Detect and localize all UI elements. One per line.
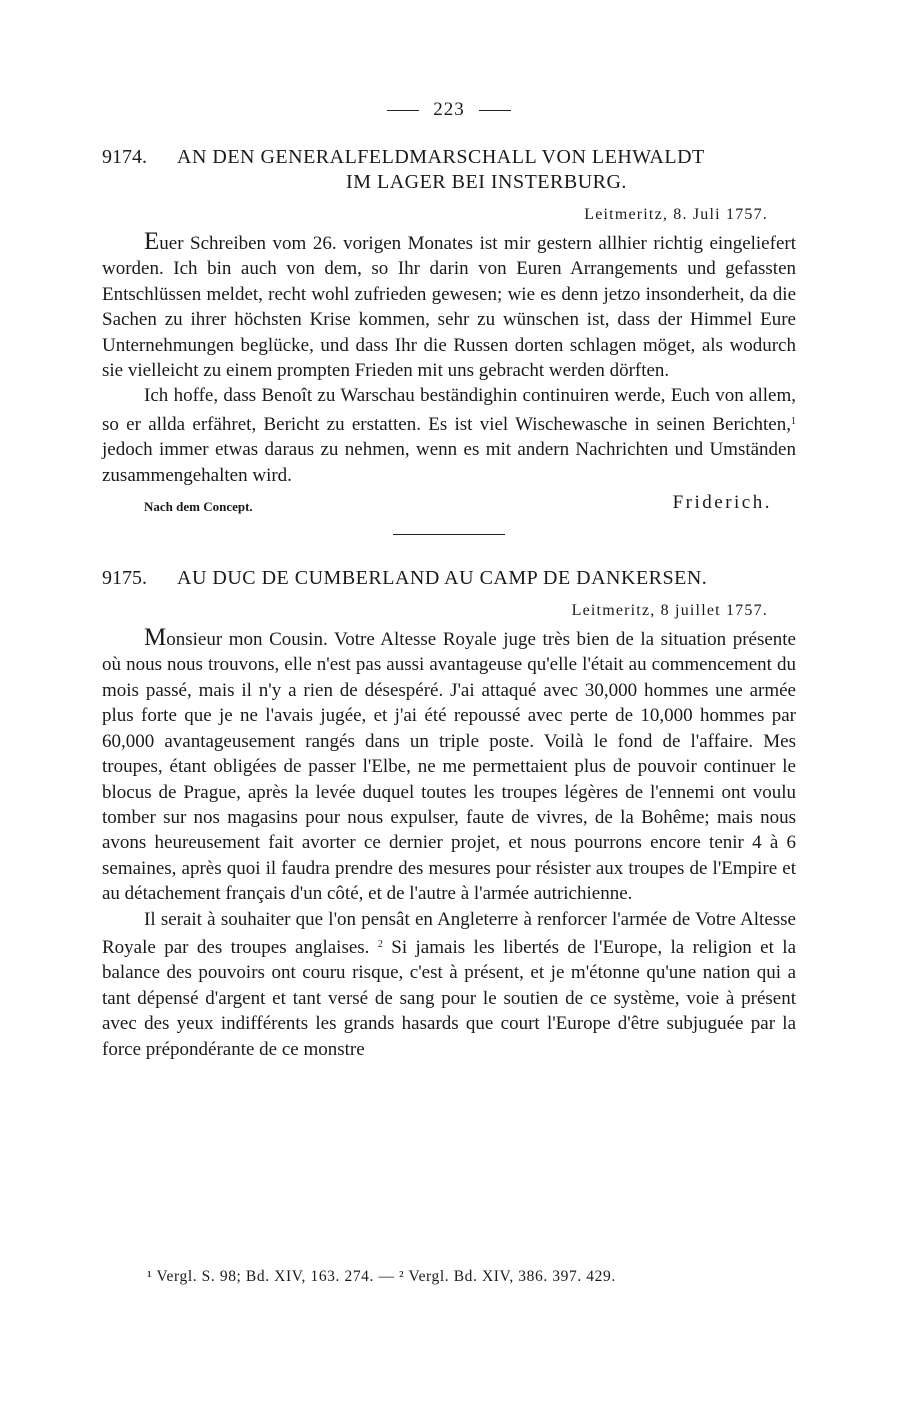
footnote-mark: 2 [377, 938, 383, 950]
letter-number: 9175. [102, 567, 147, 590]
paragraph [102, 625, 796, 906]
signature-row [102, 492, 796, 522]
footnote-mark: 1 [791, 415, 796, 427]
page-body [102, 95, 796, 1062]
paragraph-text: jedoch immer etwas daraus zu nehmen, wenn es mit andern Nachrichten und Umständen zusammengehalten wird. [102, 439, 796, 486]
paragraph-text: Il serait à souhaiter que l'on pensât en Angleterre à renforcer l'armée de Votre Altesse Royale par des troupes anglaises. [102, 908, 796, 958]
footnotes: ¹ Vergl. S. 98; Bd. XIV, 163. 274. — ² Vergl. Bd. XIV, 386. 397. 429. [147, 1268, 616, 1285]
paragraph [102, 907, 796, 1062]
letter-title-line2: IM LAGER BEI INSTERBURG. [346, 171, 627, 193]
letter-title: AU DUC DE CUMBERLAND AU CAMP DE DANKERSEN. [177, 567, 708, 590]
source-note: Nach dem Concept. [144, 499, 253, 515]
letter-heading-9174 [102, 145, 796, 195]
paragraph-text: onsieur mon Cousin. Votre Altesse Royale juge très bien de la situation présente où nous nous trouvons, elle n'est pas aussi avantageuse qu'elle l'était au commencement du mois passé, mais il n'y a rien de désespéré. J'ai attaqué avec 30,000 hommes une armée plus forte que je ne l'avais jugée, et j'ai été repoussé avec perte de 10,000 hommes par 60,000 avantageusement rangés dans un triple poste. Voilà le fond de l'affaire. Mes troupes, étant obligées de passer l'Elbe, ne me permettaient plus de pouvoir continuer le blocus de Prague, après la levée duquel toutes les troupes légères de l'ennemi ont voulu tomber sur nos magasins pour nous expulser, faute de vivres, de la Bohême; mais nous avons heureusement fait avorter ce dernier projet, et nous pourrons encore tenir 4 à 6 semaines, après quoi il faudra prendre des mesures pour résister aux troupes de l'Empire et au détachement français d'un côté, et de l'autre à l'armée autrichienne. [102, 629, 796, 905]
signature: Friderich. [672, 492, 772, 514]
place-date: Leitmeritz, 8 juillet 1757. [571, 602, 768, 620]
paragraph-text: Ich hoffe, dass Benoît zu Warschau beständighin continuiren werde, Euch von allem, so er allda erfähret, Bericht zu erstatten. Es ist viel Wischewasche in seinen Berichten, [102, 385, 796, 435]
letter-heading-9175 [102, 566, 796, 591]
initial-letter: M [144, 624, 167, 652]
page-number-text: 223 [433, 99, 465, 120]
dash-left [387, 110, 419, 111]
letter-title-line1: AN DEN GENERALFELDMARSCHALL VON LEHWALDT [177, 146, 705, 168]
page-number [102, 95, 796, 125]
place-date: Leitmeritz, 8. Juli 1757. [584, 206, 768, 223]
dash-right [479, 110, 511, 111]
paragraph-text: Si jamais les libertés de l'Europe, la religion et la balance des pouvoirs ont couru risque, c'est à présent, et je m'étonne qu'une nation qui a tant dépensé d'argent et tant versé de sang pour le soutien de ce système, voie à présent avec des yeux indifférents les grands hasards que court l'Europe d'être subjuguée par la force prépondérante de ce monstre [102, 936, 796, 1060]
letter-number: 9174. [102, 146, 147, 168]
paragraph-text: uer Schreiben vom 26. vorigen Monates ist mir gestern allhier richtig eingeliefert worden. Ich bin auch von dem, so Ihr darin von Euren Arrangements und gefassten Entschlüssen meldet, recht wohl zufrieden gewesen; wie es denn jetzo insonderheit, da die Sachen zu ihrer höchsten Krise kommen, sehr zu wünschen ist, dass der Himmel Eure Unternehmungen beglücke, und dass Ihr die Russen dorten schlagen möget, als wodurch sie vielleicht zu einem prompten Frieden mit uns gebracht werden dörften. [102, 233, 796, 382]
paragraph [102, 229, 796, 383]
paragraph [102, 383, 796, 488]
initial-letter: E [144, 228, 160, 255]
